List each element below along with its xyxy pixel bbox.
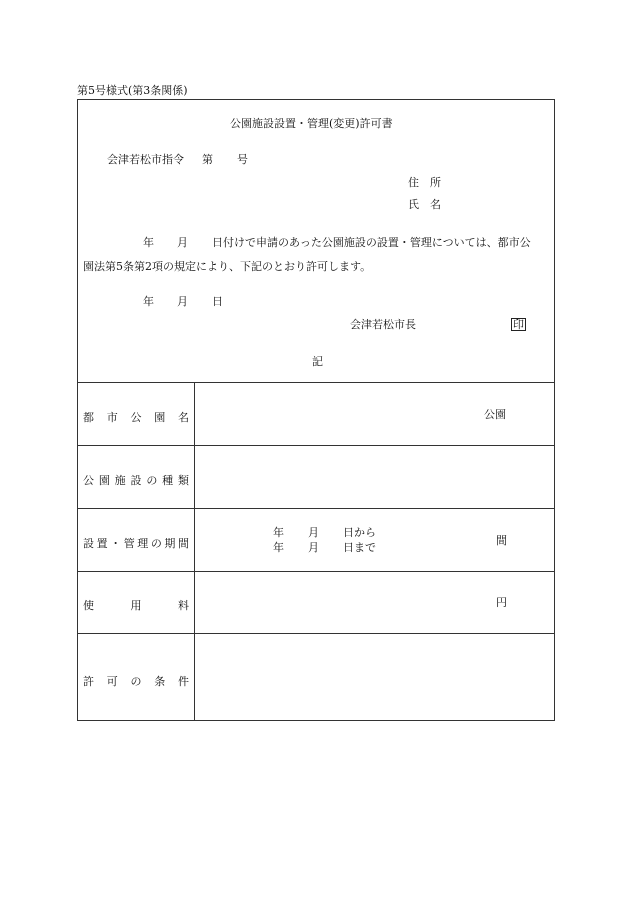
label-char: 可 [106,675,118,688]
label-char: 件 [178,675,189,688]
form-identifier: 第5号様式(第3条関係) [77,84,188,97]
label-char: 園 [98,474,110,487]
doc-number-go: 号 [237,153,248,166]
period-to-month: 月 [308,541,319,554]
label-char: ・ [110,537,122,550]
table-divider [77,382,555,383]
table-column-divider [194,382,195,721]
address-label: 住 所 [408,176,441,189]
seal-mark: 印 [513,318,524,331]
label-char: 用 [130,599,142,612]
label-char: 許 [83,675,94,688]
label-char: 市 [106,411,118,424]
issuer-label: 会津若松市指令 [107,153,184,166]
row-label-conditions [83,673,189,689]
label-char: 管 [123,537,135,550]
document-title: 公園施設設置・管理(変更)許可書 [230,117,393,130]
label-char: 公 [130,411,142,424]
period-suffix: 間 [496,534,507,547]
period-from-month: 月 [308,526,319,539]
park-name-suffix: 公園 [484,408,506,421]
label-char: の [150,537,162,550]
body-month: 月 [177,236,188,249]
period-to-year: 年 [273,541,284,554]
ki-label: 記 [312,355,323,368]
label-char: 間 [177,537,189,550]
label-char: 名 [178,411,189,424]
label-char: 種 [162,474,174,487]
label-char: 園 [154,411,166,424]
table-divider [77,445,555,446]
label-char: 公 [83,474,94,487]
period-from-year: 年 [273,526,284,539]
label-char: の [130,675,142,688]
label-char: 設 [83,537,94,550]
name-label: 氏 名 [408,198,441,211]
date-year: 年 [143,295,154,308]
date-day: 日 [212,295,223,308]
table-divider [77,633,555,634]
doc-number-dai: 第 [202,153,213,166]
period-to-day: 日まで [343,541,376,554]
signer-name: 会津若松市長 [350,318,416,331]
label-char: 料 [178,599,189,612]
label-char: の [146,474,158,487]
row-label-fee [83,597,189,613]
label-char: 設 [130,474,142,487]
fee-suffix: 円 [496,596,507,609]
table-divider [77,508,555,509]
label-char: 期 [164,537,176,550]
body-year: 年 [143,236,154,249]
body-text-line2: 園法第5条第2項の規定により、下記のとおり許可します。 [83,260,372,273]
row-label-park-name [83,409,189,425]
body-text-line1: 日付けで申請のあった公園施設の設置・管理については、都市公 [212,236,531,249]
date-month: 月 [177,295,188,308]
label-char: 施 [114,474,126,487]
table-divider [77,571,555,572]
label-char: 理 [137,537,149,550]
label-char: 条 [154,675,166,688]
label-char: 使 [83,599,94,612]
period-from-day: 日から [343,526,376,539]
row-label-period [83,535,189,551]
label-char: 置 [96,537,108,550]
label-char: 都 [83,411,94,424]
row-label-facility-type [83,472,189,488]
label-char: 類 [177,474,189,487]
